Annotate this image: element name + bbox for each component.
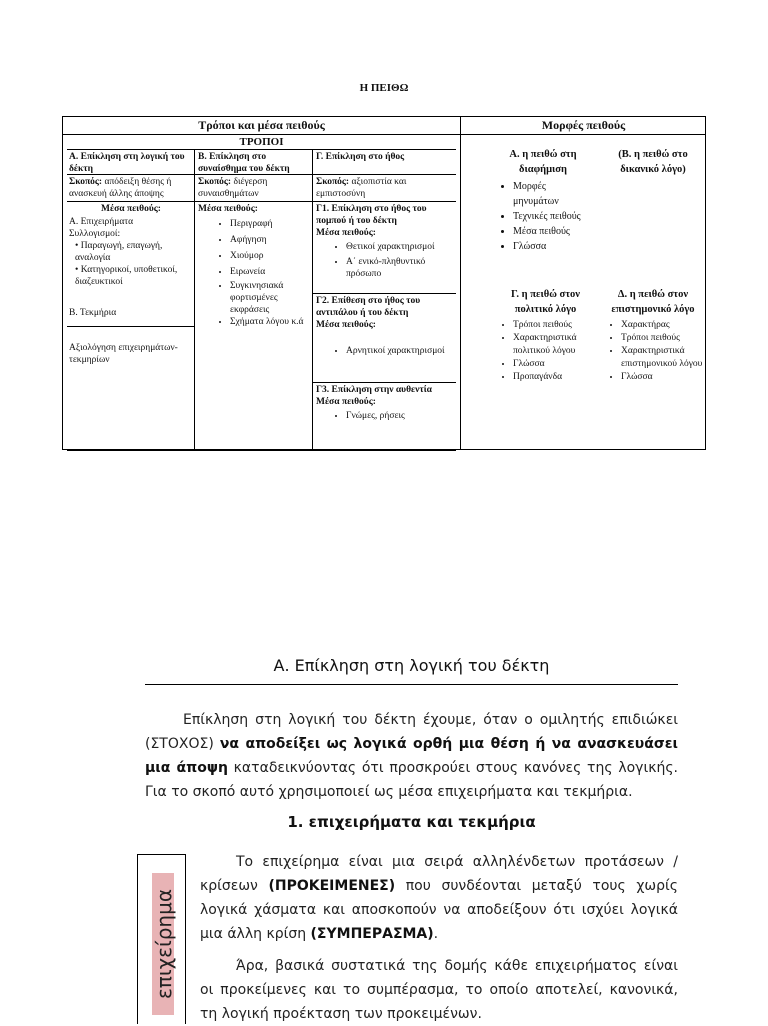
list-item: • Γλώσσα xyxy=(513,358,598,371)
paragraph-intro: Επίκληση στη λογική του δέκτη έχουμε, όταν ο ομιλητής επιδιώκει (ΣΤΟΧΟΣ) να αποδείξει ως λογικά ορθή μια θέση ή να ανασκευάσει μια άποψη καταδεικνύοντας ότι προσκρούει στους κανόνες της λογικής. Για το σκοπό αυτό χρησιμοποιεί ως μέσα επιχειρήματα και τεκμήρια. xyxy=(145,712,679,800)
list-item: • Μορφές μηνυμάτων xyxy=(513,179,593,209)
list-item: • Μέσα πειθούς xyxy=(513,224,593,239)
list-item: • Αρνητικοί χαρακτηρισμοί xyxy=(346,345,454,357)
section-rule xyxy=(145,684,678,685)
colA-means: Α. Επιχειρήματα Συλλογισμοί: • Παραγωγή, επαγωγή, αναλογία • Κατηγορικοί, υποθετικοί, διαζευκτικοί xyxy=(69,217,178,287)
paragraph-definition: Το επιχείρημα είναι μια σειρά αλληλένδετων προτάσεων / κρίσεων (ΠΡΟΚΕΙΜΕΝΕΣ) που συνδέονται μεταξύ τους χωρίς λογικά χάσματα και αποσκοπούν να αποδείξουν ότι ισχύει λογικά μια άλλη κρίση (ΣΥΜΠΕΡΑΣΜΑ). xyxy=(200,854,678,942)
skopos-rule xyxy=(67,201,456,202)
list-item: • Συγκινησιακά φορτισμένες εκφράσεις xyxy=(230,280,312,316)
list-item: • Τρόποι πειθούς xyxy=(621,332,705,345)
list-item: • Τρόποι πειθούς xyxy=(513,319,598,332)
list-item: • Χαρακτηριστικά επιστημονικού λόγου xyxy=(621,345,705,371)
g2-block: Γ2. Επίθεση στο ήθος του αντιπάλου ή του δέκτη Μέσα πειθούς: • Αρνητικοί χαρακτηρισμοί xyxy=(316,295,454,357)
colB-mesa-label: Μέσα πειθούς: xyxy=(198,204,258,214)
colA-skopos: Σκοπός: απόδειξη θέσης ή ανασκευή άλλης άποψης xyxy=(69,177,172,199)
list-item: • Προπαγάνδα xyxy=(513,371,598,384)
colB-skopos: Σκοπός: διέγερση συναισθημάτων xyxy=(198,177,268,199)
side-label-box xyxy=(137,854,186,1024)
list-item: • Σχήματα λόγου κ.ά xyxy=(230,316,312,328)
col-sep-bc xyxy=(312,149,313,450)
form-judicial: (Β. η πειθώ στο δικανικό λόγο) xyxy=(618,149,688,175)
side-label: επιχείρημα xyxy=(152,888,176,1000)
colA-tekmiria: Β. Τεκμήρια xyxy=(69,308,117,318)
col-sep-ab xyxy=(194,149,195,450)
colB-means xyxy=(198,216,312,328)
colA-mesa-label: Μέσα πειθούς: xyxy=(101,204,161,214)
bottom-rule xyxy=(67,450,456,451)
list-item: • Τεχνικές πειθούς xyxy=(513,209,593,224)
header-rule xyxy=(63,134,706,135)
form-political: Γ. η πειθώ στον πολιτικό λόγο • Τρόποι πειθούς • Χαρακτηριστικά πολιτικού λόγου • Γλώσσα • Προπαγάνδα xyxy=(493,287,598,384)
subsection-title: 1. επιχειρήματα και τεκμήρια xyxy=(287,813,536,831)
g3-block: Γ3. Επίκληση στην αυθεντία Μέσα πειθούς: • Γνώμες, ρήσεις xyxy=(316,384,454,422)
colC-head: Γ. Επίκληση στο ήθος xyxy=(316,152,405,162)
right-header: Μορφές πειθούς xyxy=(541,118,626,132)
colC-skopos: Σκοπός: αξιοπιστία και εμπιστοσύνη xyxy=(316,177,407,199)
document-title: Η ΠΕΙΘΩ xyxy=(359,82,409,94)
list-item: • Περιγραφή xyxy=(230,216,312,232)
section-title: Α. Επίκληση στη λογική του δέκτη xyxy=(273,656,550,675)
list-item: • Ειρωνεία xyxy=(230,264,312,280)
list-item: • Χαρακτήρας xyxy=(621,319,705,332)
left-header: Τρόποι και μέσα πειθούς xyxy=(198,118,325,132)
list-item: • Γλώσσα xyxy=(621,371,705,384)
list-item: • Γνώμες, ρήσεις xyxy=(346,410,454,422)
colB-head: Β. Επίκληση στο συναίσθημα του δέκτη xyxy=(198,152,290,174)
list-item: • Α΄ ενικό-πληθυντικό πρόσωπο xyxy=(346,256,454,280)
form-advertising: Α. η πειθώ στη διαφήμιση • Μορφές μηνυμάτων • Τεχνικές πειθούς • Μέσα πειθούς • Γλώσσα xyxy=(493,147,593,254)
colA-axiologisi: Αξιολόγηση επιχειρημάτων-τεκμηρίων xyxy=(69,343,178,365)
tropoi-rule xyxy=(67,149,456,150)
g3-rule xyxy=(312,382,456,383)
g2-rule xyxy=(312,293,456,294)
form-scientific: Δ. η πειθώ στον επιστημονικό λόγο • Χαρακτήρας • Τρόποι πειθούς • Χαρακτηριστικά επιστημονικού λόγου • Γλώσσα xyxy=(601,287,705,384)
paragraph-components: Άρα, βασικά συστατικά της δομής κάθε επιχειρήματος είναι οι προκείμενες και το συμπέρασμα, το οποίο αποτελεί, κανονικά, τη λογική προέκταση των προκειμένων. xyxy=(200,958,678,1022)
list-item: • Θετικοί χαρακτηρισμοί xyxy=(346,241,454,253)
list-item: • Χαρακτηριστικά πολιτικού λόγου xyxy=(513,332,598,358)
column-divider xyxy=(460,117,461,450)
colA-rule xyxy=(67,326,194,327)
persuasion-table xyxy=(62,116,706,450)
colA-head: Α. Επίκληση στη λογική του δέκτη xyxy=(69,152,185,174)
list-item: • Χιούμορ xyxy=(230,248,312,264)
list-item: • Αφήγηση xyxy=(230,232,312,248)
g1-block: Γ1. Επίκληση στο ήθος του πομπού ή του δέκτη Μέσα πειθούς: • Θετικοί χαρακτηρισμοί • Α΄ ενικό-πληθυντικό πρόσωπο xyxy=(316,203,454,280)
list-item: • Γλώσσα xyxy=(513,239,593,254)
tropoi-label: ΤΡΟΠΟΙ xyxy=(239,136,284,148)
